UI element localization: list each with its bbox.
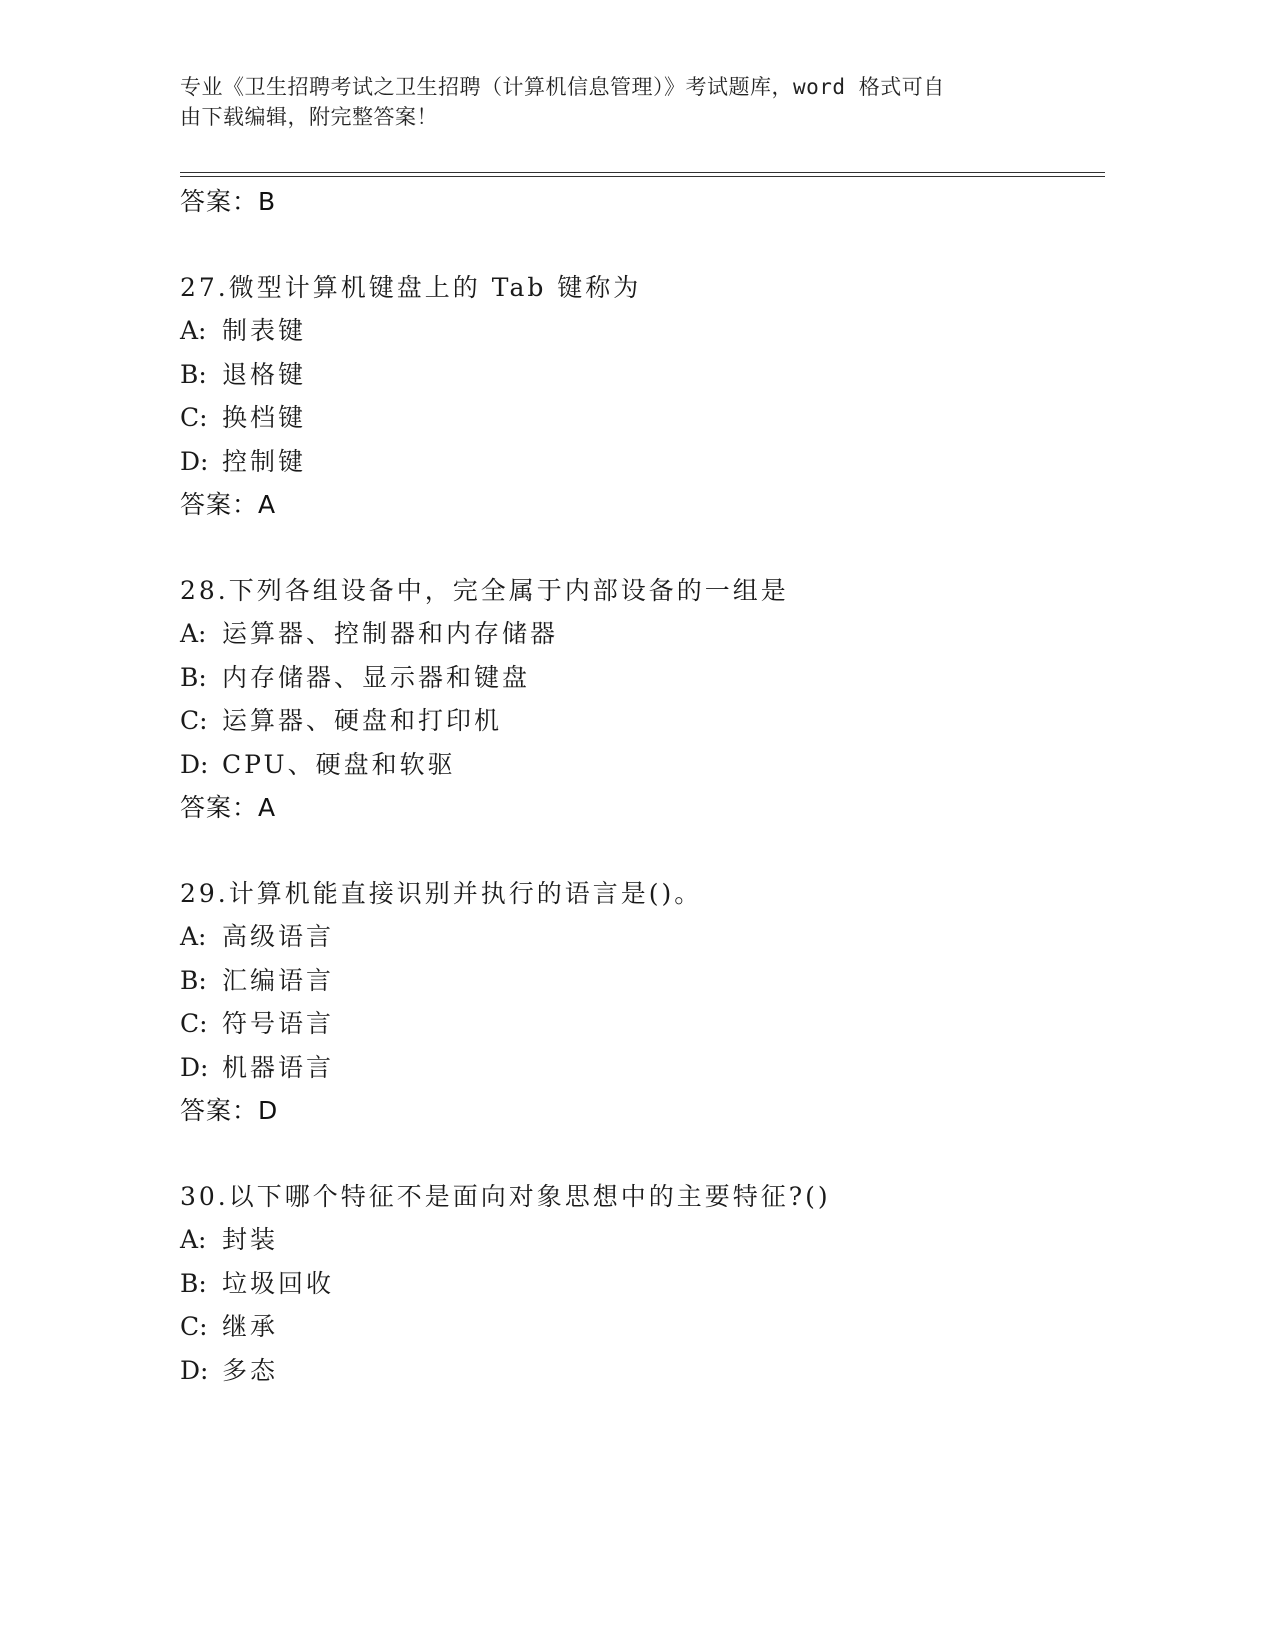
option-text: 退格键 <box>222 359 307 389</box>
header-divider-top <box>180 172 1105 173</box>
option-letter: C: <box>180 1312 208 1341</box>
option-text: 运算器、控制器和内存储器 <box>222 619 559 648</box>
option-letter: D: <box>180 749 209 779</box>
option-letter: B: <box>180 965 207 995</box>
answer-line: 答案：A <box>180 490 277 519</box>
header-divider-bottom <box>180 176 1105 177</box>
option-text: 封装 <box>222 1225 279 1254</box>
option-a <box>180 1223 1105 1256</box>
option-c <box>180 704 1105 737</box>
option-text: 运算器、硬盘和打印机 <box>222 706 503 735</box>
question-28 <box>180 574 1105 825</box>
option-letter: C: <box>180 706 208 735</box>
option-text: 换档键 <box>222 403 307 432</box>
option-letter: A: <box>180 1225 207 1254</box>
option-letter: A: <box>180 619 207 648</box>
option-text: 多态 <box>222 1355 279 1385</box>
question-stem: 27.微型计算机键盘上的 Tab 键称为 <box>180 273 642 302</box>
option-b <box>180 1267 1105 1300</box>
option-a <box>180 920 1105 953</box>
answer-line: 答案：B <box>180 187 277 216</box>
option-d <box>180 748 1105 781</box>
answer-line: 答案：D <box>180 1096 279 1125</box>
option-text: 继承 <box>222 1312 279 1341</box>
option-c <box>180 1310 1105 1343</box>
option-c <box>180 1007 1105 1040</box>
header-line-2: 由下载编辑，附完整答案！ <box>180 105 438 129</box>
option-letter: B: <box>180 662 207 692</box>
question-29 <box>180 877 1105 1128</box>
option-c <box>180 401 1105 434</box>
option-text: 汇编语言 <box>222 965 335 995</box>
option-text: 控制键 <box>222 446 307 476</box>
document-header <box>180 72 1040 132</box>
option-text: 符号语言 <box>222 1009 335 1038</box>
option-letter: A: <box>180 922 207 951</box>
option-a <box>180 314 1105 347</box>
option-letter: C: <box>180 1009 208 1038</box>
option-a <box>180 617 1105 650</box>
option-b <box>180 358 1105 391</box>
question-27 <box>180 271 1105 522</box>
option-letter: C: <box>180 403 208 432</box>
question-30 <box>180 1180 1105 1387</box>
question-stem: 29.计算机能直接识别并执行的语言是()。 <box>180 879 703 908</box>
option-letter: D: <box>180 1052 209 1082</box>
option-letter: B: <box>180 359 207 389</box>
option-b <box>180 661 1105 694</box>
option-d <box>180 1051 1105 1084</box>
option-letter: D: <box>180 1355 209 1385</box>
option-d <box>180 1354 1105 1387</box>
answer-line: 答案：A <box>180 793 277 822</box>
question-stem: 28.下列各组设备中，完全属于内部设备的一组是 <box>180 576 789 605</box>
option-text: 机器语言 <box>222 1052 335 1082</box>
question-list <box>180 185 1105 1387</box>
option-text: 制表键 <box>222 316 307 345</box>
option-letter: A: <box>180 316 207 345</box>
option-text: 垃圾回收 <box>222 1268 335 1298</box>
option-b <box>180 964 1105 997</box>
option-letter: B: <box>180 1268 207 1298</box>
option-d <box>180 445 1105 478</box>
option-text: 内存储器、显示器和键盘 <box>222 662 531 692</box>
option-letter: D: <box>180 446 209 476</box>
option-text: CPU、硬盘和软驱 <box>222 749 456 779</box>
question-stem: 30.以下哪个特征不是面向对象思想中的主要特征?() <box>180 1182 831 1211</box>
option-text: 高级语言 <box>222 922 335 951</box>
header-line-1: 专业《卫生招聘考试之卫生招聘（计算机信息管理）》考试题库，word 格式可自 <box>180 75 945 99</box>
